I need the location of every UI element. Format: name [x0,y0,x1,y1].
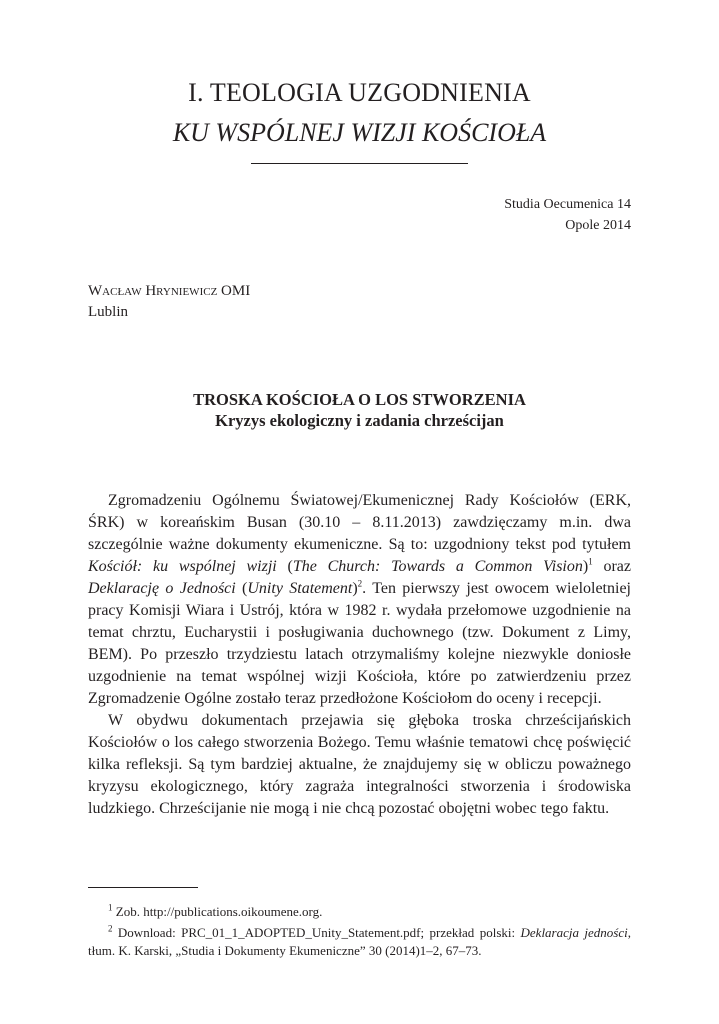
paragraph-1-text-g: . Ten pierwszy jest owocem wieloletniej pracy Komisji Wiara i Ustrój, która w 1982 r. wydała przełomowe uzgodnienie na temat chrztu, Eucharystii i posługiwania duchownego (tzw. Dokument z Limy, BEM). Po przeszło trzydziestu latach otrzymaliśmy kolejne niezwykle doniosłe uzgodnienie na temat wspólnej wizji Kościoła, które po zatwierdzeniu przez Zgromadzenie Ogólne zostało teraz przedłożone Kościołom do oceny i recepcji. [88,580,631,707]
journal-name: Studia Oecumenica 14 [504,197,631,212]
paragraph-1 [88,490,631,710]
paragraph-1-italic-3: Deklarację o Jedności [88,580,236,597]
paragraph-1-text-a: Zgromadzeniu Ogólnemu Światowej/Ekumenicznej Rady Kościołów (ERK, ŚRK) w koreańskim Busan (30.10 – 8.11.2013) zawdzięczamy m.in. dwa szczególnie ważne dokumenty ekumeniczne. Są to: uzgodniony tekst pod tytułem [88,492,631,553]
paragraph-1-italic-4: Unity Statement [247,580,353,597]
author-name: Wacław Hryniewicz [88,283,218,299]
article-heading [0,389,719,431]
footnote-ref-2[interactable]: 2 [357,578,363,589]
part-subtitle: KU WSPÓLNEJ WIZJI KOŚCIOŁA [172,118,547,147]
article-subtitle: Kryzys ekologiczny i zadania chrześcijan [215,411,504,430]
author-city: Lublin [88,304,128,320]
footnote-1-number: 1 [108,902,113,913]
paragraph-1-text-b: ( [276,558,293,575]
paragraph-1-text-e: ( [235,580,248,597]
paragraph-1-text-c: ) [582,558,589,575]
author-block [88,281,250,323]
footnote-ref-1[interactable]: 1 [588,556,593,567]
article-title: TROSKA KOŚCIOŁA O LOS STWORZENIA [193,390,526,409]
footnote-2-italic: Deklaracja jedności [520,925,628,940]
footnote-2 [88,924,631,960]
journal-place-year: Opole 2014 [565,218,631,233]
footnote-2-text-a: Download: PRC_01_1_ADOPTED_Unity_Statement.pdf; przekład polski: [112,925,521,940]
paragraph-1-text-f: ) [352,580,358,597]
part-title: I. TEOLOGIA UZGODNIENIA [188,78,531,107]
footnote-2-text-b: , tłum. K. Karski, „Studia i Dokumenty Ekumeniczne” 30 (2014)1–2, 67–73. [88,925,631,958]
paragraph-1-text-d: oraz [592,558,632,575]
title-divider [251,163,468,164]
body-text [88,490,631,820]
footnotes [88,903,631,963]
author-suffix: OMI [217,283,251,299]
footnote-divider [88,887,198,888]
paragraph-1-italic-1: Kościół: ku wspólnej wizji [88,558,277,575]
paragraph-1-italic-2: The Church: Towards a Common Vision [292,558,583,575]
author-line [88,281,250,302]
footnote-1-text: Zob. http://publications.oikoumene.org. [112,904,323,919]
footnote-1 [88,903,631,921]
paragraph-2: W obydwu dokumentach przejawia się głęboka troska chrześcijańskich Kościołów o los całego stworzenia Bożego. Temu właśnie tematowi chcę poświęcić kilka refleksji. Są tym bardziej aktualne, że znajdujemy się w obliczu poważnego kryzysu ekologicznego, który zagraża integralności stworzenia i środowiska ludzkiego. Chrześcijanie nie mogą i nie chcą pozostać obojętni wobec tego faktu. [88,712,631,817]
journal-info [504,194,631,236]
footnote-2-number: 2 [108,923,113,934]
